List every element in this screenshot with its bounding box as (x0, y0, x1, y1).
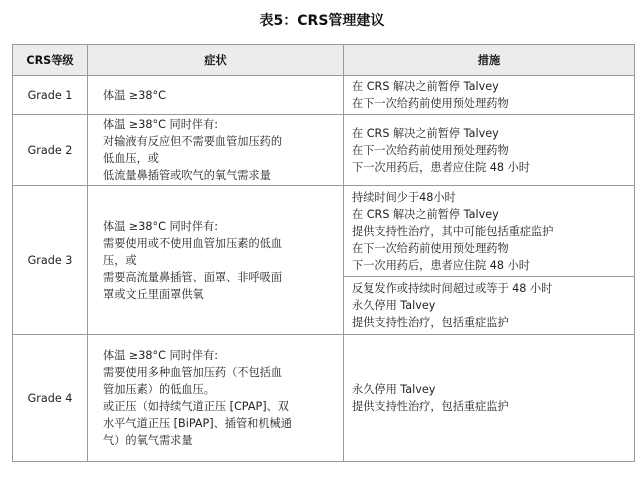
measure-line: 永久停用 Talvey (352, 383, 436, 396)
header-row (13, 45, 635, 76)
symptom-line: 需要高流量鼻插管、面罩、非呼吸面 (103, 270, 283, 284)
measures-cell (344, 335, 635, 462)
symptom-line: 或正压（如持续气道正压 [CPAP]、双 (103, 400, 289, 413)
symptom-line: 气）的氧气需求量 (103, 434, 193, 447)
symptoms-cell (88, 335, 344, 462)
symptom-line: 罩或文丘里面罩供氧 (103, 287, 204, 301)
symptom-line: 体温 ≥38°C 同时伴有: (103, 219, 219, 233)
header-grade: CRS等级 (13, 45, 88, 76)
measures-cell-recurrent (344, 277, 635, 335)
symptom-line: 管加压素）的低血压。 (103, 383, 215, 396)
symptom-line: 低流量鼻插管或吹气的氧气需求量 (103, 169, 271, 182)
measure-line: 永久停用 Talvey (352, 299, 436, 312)
symptom-line: 对输液有反应但不需要血管加压药的 (103, 135, 283, 148)
symptoms-cell (88, 76, 344, 115)
grade-cell: Grade 3 (13, 186, 88, 335)
measure-line: 提供支持性治疗，包括重症监护 (352, 316, 509, 329)
grade-cell: Grade 1 (13, 76, 88, 115)
measure-line: 反复发作或持续时间超过或等于 48 小时 (352, 282, 553, 295)
table-row-grade-3 (13, 186, 635, 277)
measure-line: 在 CRS 解决之前暂停 Talvey (352, 207, 499, 221)
measures-cell (344, 76, 635, 115)
measure-line: 在 CRS 解决之前暂停 Talvey (352, 126, 499, 140)
symptom-line: 水平气道正压 [BiPAP]、插管和机械通 (103, 417, 292, 430)
measures-cell (344, 115, 635, 186)
measure-line: 在 CRS 解决之前暂停 Talvey (352, 80, 499, 93)
measure-line: 在下一次给药前使用预处理药物 (352, 97, 509, 110)
symptom-line: 需要使用或不使用血管加压素的低血 (103, 236, 283, 250)
symptom-line: 体温 ≥38°C 同时伴有: (103, 118, 219, 131)
table-row-grade-1 (13, 76, 635, 115)
symptom-line: 体温 ≥38°C (103, 88, 166, 102)
measure-line: 持续时间少于48小时 (352, 190, 456, 204)
symptoms-cell (88, 186, 344, 335)
symptom-line: 压，或 (103, 253, 137, 267)
measure-line: 提供支持性治疗，包括重症监护 (352, 400, 509, 413)
measure-line: 在下一次给药前使用预处理药物 (352, 241, 509, 255)
grade-cell: Grade 4 (13, 335, 88, 462)
grade-cell: Grade 2 (13, 115, 88, 186)
table-title: 表5：CRS管理建议 (259, 13, 385, 29)
symptom-line: 体温 ≥38°C 同时伴有: (103, 349, 219, 362)
measure-line: 在下一次给药前使用预处理药物 (352, 143, 509, 157)
symptoms-cell (88, 115, 344, 186)
measures-cell-short (344, 186, 635, 277)
measure-line: 下一次用药后，患者应住院 48 小时 (352, 160, 530, 174)
measure-line: 下一次用药后，患者应住院 48 小时 (352, 258, 530, 272)
table-row-grade-2 (13, 115, 635, 186)
table-row-grade-4 (13, 335, 635, 462)
symptom-line: 低血压，或 (103, 152, 159, 165)
measure-line: 提供支持性治疗，其中可能包括重症监护 (352, 224, 554, 238)
header-symptoms: 症状 (88, 45, 344, 76)
header-measures: 措施 (344, 45, 635, 76)
crs-management-table (12, 44, 635, 462)
symptom-line: 需要使用多种血管加压药（不包括血 (103, 366, 283, 379)
